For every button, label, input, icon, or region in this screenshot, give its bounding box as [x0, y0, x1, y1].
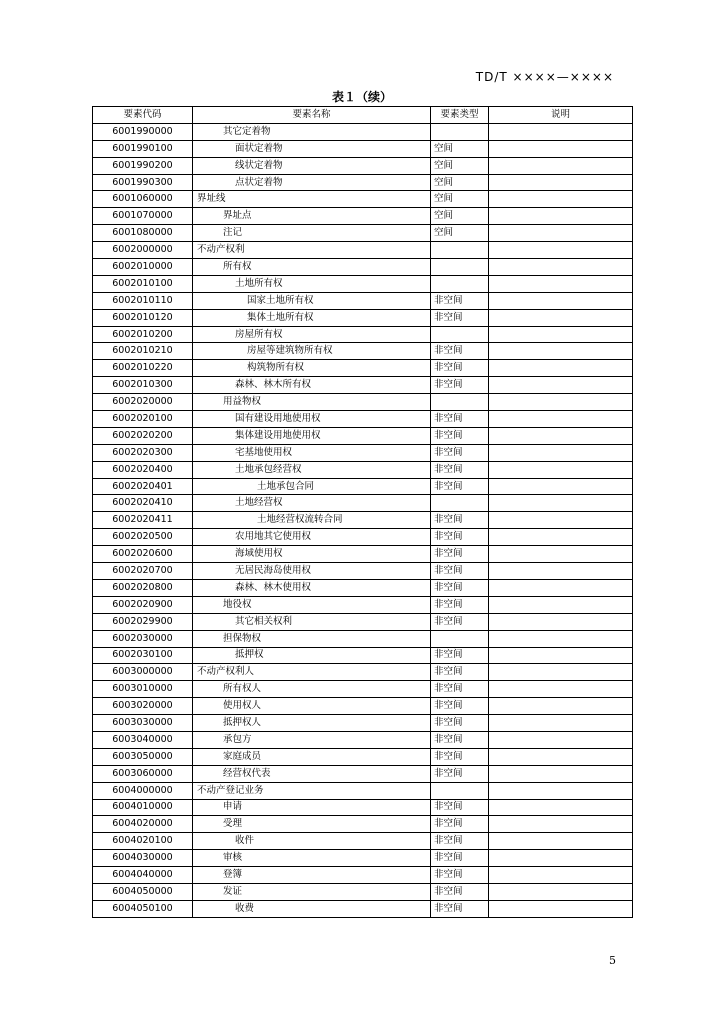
table-row: [93, 140, 633, 157]
element-code-cell: 6003030000: [93, 715, 193, 732]
element-code-cell: 6002020100: [93, 411, 193, 428]
table-row: [93, 765, 633, 782]
element-code-cell: 6002020300: [93, 444, 193, 461]
table-row: [93, 546, 633, 563]
element-type-cell: [431, 242, 489, 259]
element-name-cell: 无居民海岛使用权: [193, 563, 431, 580]
element-code-cell: 6002020401: [93, 478, 193, 495]
element-type-cell: 非空间: [431, 765, 489, 782]
table-row: [93, 411, 633, 428]
element-note-cell: [489, 563, 633, 580]
element-note-cell: [489, 529, 633, 546]
element-note-cell: [489, 495, 633, 512]
table-row: [93, 613, 633, 630]
element-name-cell: 所有权: [193, 259, 431, 276]
element-code-cell: 6004020100: [93, 833, 193, 850]
element-code-cell: 6002010220: [93, 360, 193, 377]
element-type-cell: 非空间: [431, 731, 489, 748]
element-name-cell: 不动产权利人: [193, 664, 431, 681]
element-code-cell: 6002020411: [93, 512, 193, 529]
element-code-cell: 6004030000: [93, 850, 193, 867]
element-code-cell: 6002020410: [93, 495, 193, 512]
element-type-cell: 非空间: [431, 512, 489, 529]
element-note-cell: [489, 883, 633, 900]
element-code-cell: 6002010210: [93, 343, 193, 360]
standard-code: TD/T ××××—××××: [475, 70, 614, 84]
element-type-cell: 非空间: [431, 292, 489, 309]
element-note-cell: [489, 242, 633, 259]
element-note-cell: [489, 275, 633, 292]
element-note-cell: [489, 579, 633, 596]
element-code-cell: 6002020400: [93, 461, 193, 478]
element-name-cell: 经营权代表: [193, 765, 431, 782]
element-code-cell: 6003040000: [93, 731, 193, 748]
element-name-cell: 用益物权: [193, 394, 431, 411]
table-row: [93, 259, 633, 276]
element-name-cell: 不动产权利: [193, 242, 431, 259]
element-note-cell: [489, 123, 633, 140]
element-note-cell: [489, 546, 633, 563]
element-code-cell: 6003020000: [93, 698, 193, 715]
element-name-cell: 承包方: [193, 731, 431, 748]
element-note-cell: [489, 444, 633, 461]
element-type-cell: [431, 326, 489, 343]
column-header-type: 要素类型: [431, 107, 489, 124]
table-title: 表１（续）: [331, 90, 392, 104]
element-note-cell: [489, 208, 633, 225]
column-header-name: 要素名称: [193, 107, 431, 124]
element-note-cell: [489, 850, 633, 867]
element-code-cell: 6001990300: [93, 174, 193, 191]
element-name-cell: 房屋等建筑物所有权: [193, 343, 431, 360]
element-code-cell: 6004010000: [93, 799, 193, 816]
table-row: [93, 900, 633, 917]
element-type-cell: [431, 630, 489, 647]
element-code-cell: 6002020900: [93, 596, 193, 613]
element-note-cell: [489, 427, 633, 444]
element-code-cell: 6001080000: [93, 225, 193, 242]
table-row: [93, 816, 633, 833]
table-row: [93, 664, 633, 681]
element-type-cell: 非空间: [431, 343, 489, 360]
element-type-cell: 非空间: [431, 833, 489, 850]
table-row: [93, 444, 633, 461]
table-row: [93, 647, 633, 664]
element-note-cell: [489, 140, 633, 157]
element-name-cell: 国家土地所有权: [193, 292, 431, 309]
element-name-cell: 国有建设用地使用权: [193, 411, 431, 428]
element-type-cell: 非空间: [431, 698, 489, 715]
element-note-cell: [489, 343, 633, 360]
element-note-cell: [489, 478, 633, 495]
table-row: [93, 326, 633, 343]
table-row: [93, 883, 633, 900]
element-code-cell: 6003060000: [93, 765, 193, 782]
element-name-cell: 发证: [193, 883, 431, 900]
column-header-code: 要素代码: [93, 107, 193, 124]
element-name-cell: 其它相关权利: [193, 613, 431, 630]
element-code-cell: 6004000000: [93, 782, 193, 799]
element-name-cell: 审核: [193, 850, 431, 867]
table-row: [93, 174, 633, 191]
element-code-cell: 6003000000: [93, 664, 193, 681]
element-type-cell: 非空间: [431, 647, 489, 664]
element-type-cell: 非空间: [431, 748, 489, 765]
element-code-cell: 6001060000: [93, 191, 193, 208]
element-type-cell: 非空间: [431, 664, 489, 681]
element-name-cell: 土地承包经营权: [193, 461, 431, 478]
element-code-cell: 6002029900: [93, 613, 193, 630]
element-type-cell: 非空间: [431, 579, 489, 596]
element-code-cell: 6002020600: [93, 546, 193, 563]
table-row: [93, 698, 633, 715]
element-code-cell: 6004050000: [93, 883, 193, 900]
element-code-cell: 6001990200: [93, 157, 193, 174]
element-name-cell: 土地经营权: [193, 495, 431, 512]
table-row: [93, 495, 633, 512]
element-name-cell: 面状定着物: [193, 140, 431, 157]
element-type-cell: 非空间: [431, 816, 489, 833]
element-note-cell: [489, 225, 633, 242]
element-note-cell: [489, 748, 633, 765]
element-type-cell: [431, 275, 489, 292]
element-note-cell: [489, 461, 633, 478]
element-type-cell: 空间: [431, 140, 489, 157]
element-name-cell: 家庭成员: [193, 748, 431, 765]
column-header-note: 说明: [489, 107, 633, 124]
table-row: [93, 461, 633, 478]
element-type-cell: 非空间: [431, 867, 489, 884]
element-name-cell: 抵押权: [193, 647, 431, 664]
table-row: [93, 157, 633, 174]
element-code-cell: 6004040000: [93, 867, 193, 884]
element-note-cell: [489, 191, 633, 208]
element-type-cell: 非空间: [431, 613, 489, 630]
element-type-cell: 空间: [431, 208, 489, 225]
table-row: [93, 579, 633, 596]
element-note-cell: [489, 765, 633, 782]
element-type-cell: 非空间: [431, 411, 489, 428]
element-note-cell: [489, 731, 633, 748]
element-note-cell: [489, 377, 633, 394]
element-code-cell: 6002020200: [93, 427, 193, 444]
element-code-cell: 6002020800: [93, 579, 193, 596]
element-note-cell: [489, 360, 633, 377]
table-row: [93, 782, 633, 799]
element-name-cell: 其它定着物: [193, 123, 431, 140]
element-code-cell: 6002020500: [93, 529, 193, 546]
element-code-cell: 6002030100: [93, 647, 193, 664]
element-type-cell: 非空间: [431, 546, 489, 563]
table-row: [93, 360, 633, 377]
element-name-cell: 使用权人: [193, 698, 431, 715]
element-type-cell: [431, 259, 489, 276]
element-type-cell: 非空间: [431, 681, 489, 698]
element-type-cell: 非空间: [431, 461, 489, 478]
element-note-cell: [489, 647, 633, 664]
element-type-cell: 非空间: [431, 478, 489, 495]
element-code-cell: 6001070000: [93, 208, 193, 225]
table-row: [93, 377, 633, 394]
element-note-cell: [489, 292, 633, 309]
table-row: [93, 343, 633, 360]
element-type-cell: 非空间: [431, 563, 489, 580]
element-code-cell: 6002010000: [93, 259, 193, 276]
table-body: [93, 123, 633, 917]
element-name-cell: 农用地其它使用权: [193, 529, 431, 546]
table-row: [93, 427, 633, 444]
element-code-cell: 6002010300: [93, 377, 193, 394]
element-name-cell: 房屋所有权: [193, 326, 431, 343]
table-row: [93, 715, 633, 732]
table-row: [93, 275, 633, 292]
element-note-cell: [489, 782, 633, 799]
element-name-cell: 收件: [193, 833, 431, 850]
element-type-cell: [431, 782, 489, 799]
element-name-cell: 线状定着物: [193, 157, 431, 174]
element-note-cell: [489, 799, 633, 816]
element-code-cell: 6002010200: [93, 326, 193, 343]
element-note-cell: [489, 900, 633, 917]
table-row: [93, 512, 633, 529]
element-name-cell: 宅基地使用权: [193, 444, 431, 461]
element-note-cell: [489, 512, 633, 529]
element-type-cell: 非空间: [431, 427, 489, 444]
element-code-cell: 6001990000: [93, 123, 193, 140]
element-type-cell: 非空间: [431, 850, 489, 867]
element-type-cell: 非空间: [431, 799, 489, 816]
element-type-cell: 非空间: [431, 715, 489, 732]
table-row: [93, 563, 633, 580]
element-name-cell: 地役权: [193, 596, 431, 613]
element-name-cell: 海域使用权: [193, 546, 431, 563]
table-row: [93, 748, 633, 765]
table-row: [93, 529, 633, 546]
element-note-cell: [489, 613, 633, 630]
element-note-cell: [489, 867, 633, 884]
element-code-cell: 6004050100: [93, 900, 193, 917]
element-note-cell: [489, 715, 633, 732]
table-row: [93, 242, 633, 259]
table-row: [93, 478, 633, 495]
element-type-cell: 非空间: [431, 360, 489, 377]
element-note-cell: [489, 394, 633, 411]
element-type-cell: 非空间: [431, 529, 489, 546]
element-type-cell: [431, 123, 489, 140]
element-table: [92, 106, 633, 918]
element-code-cell: 6002000000: [93, 242, 193, 259]
element-name-cell: 构筑物所有权: [193, 360, 431, 377]
element-note-cell: [489, 630, 633, 647]
element-type-cell: 非空间: [431, 309, 489, 326]
table-row: [93, 394, 633, 411]
element-code-cell: 6002030000: [93, 630, 193, 647]
table-row: [93, 867, 633, 884]
element-type-cell: 空间: [431, 174, 489, 191]
element-note-cell: [489, 157, 633, 174]
element-name-cell: 抵押权人: [193, 715, 431, 732]
element-note-cell: [489, 259, 633, 276]
table-row: [93, 731, 633, 748]
table-row: [93, 191, 633, 208]
element-note-cell: [489, 833, 633, 850]
element-type-cell: 非空间: [431, 596, 489, 613]
element-name-cell: 收费: [193, 900, 431, 917]
element-code-cell: 6002010120: [93, 309, 193, 326]
table-row: [93, 309, 633, 326]
element-type-cell: 非空间: [431, 900, 489, 917]
element-name-cell: 集体土地所有权: [193, 309, 431, 326]
element-type-cell: 非空间: [431, 444, 489, 461]
element-name-cell: 申请: [193, 799, 431, 816]
element-name-cell: 集体建设用地使用权: [193, 427, 431, 444]
element-name-cell: 界址点: [193, 208, 431, 225]
element-type-cell: 空间: [431, 191, 489, 208]
element-type-cell: [431, 495, 489, 512]
table-row: [93, 799, 633, 816]
table-row: [93, 833, 633, 850]
element-type-cell: 空间: [431, 157, 489, 174]
element-name-cell: 土地经营权流转合同: [193, 512, 431, 529]
table-row: [93, 596, 633, 613]
element-type-cell: 非空间: [431, 377, 489, 394]
table-row: [93, 292, 633, 309]
table-row: [93, 208, 633, 225]
element-type-cell: 非空间: [431, 883, 489, 900]
element-name-cell: 点状定着物: [193, 174, 431, 191]
element-note-cell: [489, 309, 633, 326]
element-name-cell: 森林、林木所有权: [193, 377, 431, 394]
element-note-cell: [489, 664, 633, 681]
element-code-cell: 6001990100: [93, 140, 193, 157]
table-row: [93, 123, 633, 140]
element-note-cell: [489, 174, 633, 191]
table-row: [93, 225, 633, 242]
element-note-cell: [489, 816, 633, 833]
table-row: [93, 850, 633, 867]
page-number: 5: [609, 954, 616, 967]
element-type-cell: 空间: [431, 225, 489, 242]
element-name-cell: 登簿: [193, 867, 431, 884]
element-note-cell: [489, 411, 633, 428]
element-code-cell: 6002020700: [93, 563, 193, 580]
element-name-cell: 土地承包合同: [193, 478, 431, 495]
element-name-cell: 所有权人: [193, 681, 431, 698]
element-note-cell: [489, 596, 633, 613]
element-name-cell: 担保物权: [193, 630, 431, 647]
element-code-cell: 6003010000: [93, 681, 193, 698]
element-code-cell: 6002020000: [93, 394, 193, 411]
element-name-cell: 森林、林木使用权: [193, 579, 431, 596]
element-note-cell: [489, 681, 633, 698]
element-name-cell: 土地所有权: [193, 275, 431, 292]
table-header-row: [93, 107, 633, 124]
element-code-cell: 6002010100: [93, 275, 193, 292]
element-type-cell: [431, 394, 489, 411]
element-name-cell: 不动产登记业务: [193, 782, 431, 799]
element-code-cell: 6004020000: [93, 816, 193, 833]
element-name-cell: 注记: [193, 225, 431, 242]
table-row: [93, 630, 633, 647]
element-note-cell: [489, 326, 633, 343]
table-row: [93, 681, 633, 698]
element-code-cell: 6002010110: [93, 292, 193, 309]
element-note-cell: [489, 698, 633, 715]
element-name-cell: 受理: [193, 816, 431, 833]
element-name-cell: 界址线: [193, 191, 431, 208]
element-code-cell: 6003050000: [93, 748, 193, 765]
